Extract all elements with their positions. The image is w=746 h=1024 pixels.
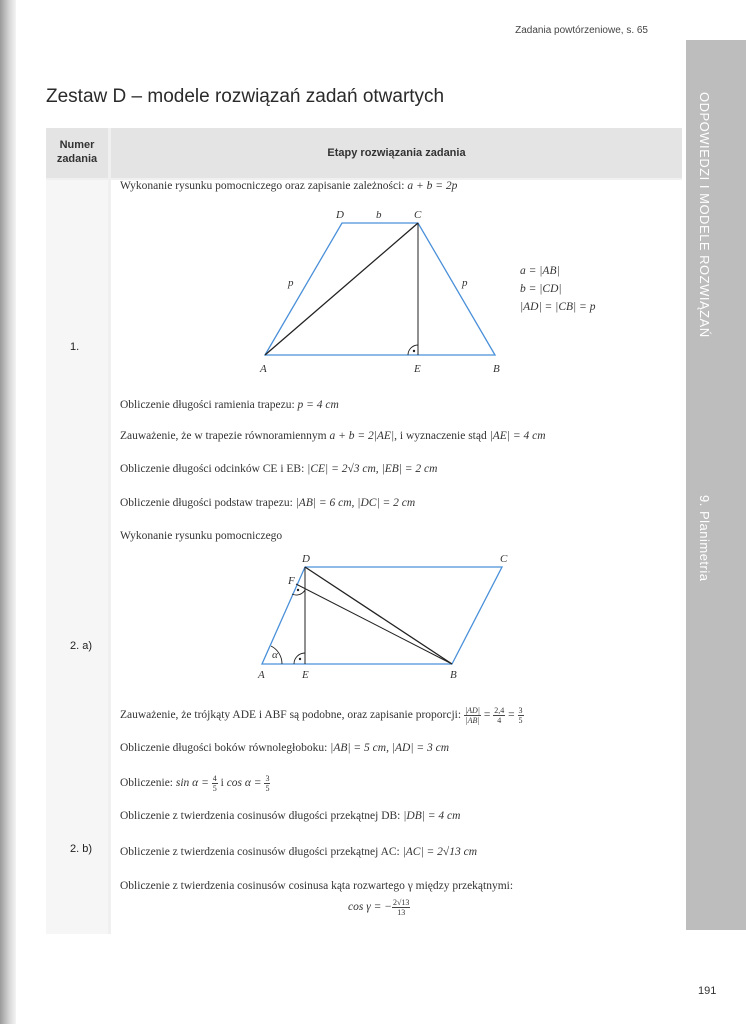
label-e: E bbox=[414, 363, 421, 375]
side-tab-upper-label: ODPOWIEDZI I MODELE ROZWIĄZAŃ bbox=[697, 92, 712, 338]
diagonal-db bbox=[305, 567, 452, 664]
column-header-number bbox=[46, 128, 108, 178]
fraction-cos-gamma-den: 13 bbox=[397, 908, 406, 917]
task2a-step5-equation: |DB| = 4 cm bbox=[403, 810, 461, 822]
fraction-cos-gamma-num: 2√13 bbox=[393, 898, 410, 907]
task1-step3-equation1: a + b = 2|AE| bbox=[329, 430, 395, 442]
segment-bf bbox=[296, 584, 452, 664]
trapezoid-figure bbox=[250, 200, 520, 380]
task2a-step1: Wykonanie rysunku pomocniczego bbox=[120, 530, 283, 542]
task1-step4-equation: |CE| = 2√3 cm, |EB| = 2 cm bbox=[307, 463, 438, 475]
task2a-step2-text: Zauważenie, że trójkąty ADE i ABF są podobne, oraz zapisanie proporcji: bbox=[120, 709, 464, 722]
task2a-step4-and: i bbox=[217, 777, 227, 790]
task1-step5-text: Obliczenie długości podstaw trapezu: bbox=[120, 497, 296, 509]
task-label-2a: 2. a) bbox=[70, 640, 93, 652]
task2a-step5 bbox=[120, 810, 460, 822]
fraction-24-4-num: 2,4 bbox=[494, 706, 505, 715]
task2b-step1-equation: |AC| = 2√13 cm bbox=[402, 846, 477, 858]
fraction-cos-gamma bbox=[392, 898, 410, 917]
task2b-step1 bbox=[120, 846, 477, 858]
legend-p: |AD| = |CB| = p bbox=[520, 301, 596, 313]
label-f: F bbox=[288, 575, 295, 587]
task2a-step5-text: Obliczenie z twierdzenia cosinusów długości przekątnej DB: bbox=[120, 810, 404, 822]
task2a-step2: Zauważenie, że trójkąty ADE i ABF są podobne, oraz zapisanie proporcji: $\frac{|AD|}{|AB|}$ = $\frac{2,4}{4}$ = $\frac{3}{5}$ bbox=[120, 706, 523, 725]
legend-a: a = |AB| bbox=[520, 265, 560, 277]
right-angle-dot-e2 bbox=[299, 658, 301, 660]
fraction-sin-den: 5 bbox=[212, 784, 217, 793]
label-d2: D bbox=[302, 553, 310, 565]
task1-step2-equation: p = 4 cm bbox=[297, 399, 339, 411]
task2a-step4-text: Obliczenie: bbox=[120, 777, 176, 790]
column-header-steps: Etapy rozwiązania zadania bbox=[111, 128, 682, 178]
task1-step5 bbox=[120, 497, 415, 509]
task1-step2-text: Obliczenie długości ramienia trapezu: bbox=[120, 399, 298, 411]
column-header-number-line1: Numer bbox=[59, 139, 95, 152]
task1-step2 bbox=[120, 399, 339, 411]
label-a: A bbox=[260, 363, 267, 375]
task2b-step2: Obliczenie z twierdzenia cosinusów cosinusa kąta rozwartego γ między przekątnymi: bbox=[120, 880, 514, 892]
task2a-step3 bbox=[120, 742, 449, 754]
task2b-step2-formula bbox=[348, 898, 410, 917]
right-angle-mark-e bbox=[408, 345, 418, 355]
page-title: Zestaw D – modele rozwiązań zadań otwartych bbox=[46, 86, 445, 107]
label-c: C bbox=[414, 209, 422, 221]
fraction-3-5-num: 3 bbox=[518, 706, 523, 715]
fraction-3-5-den: 5 bbox=[518, 716, 523, 725]
right-angle-dot-f bbox=[297, 589, 299, 591]
label-d: D bbox=[336, 209, 344, 221]
task1-step1-equation: a + b = 2p bbox=[407, 180, 458, 192]
task2a-step3-equation: |AB| = 5 cm, |AD| = 3 cm bbox=[330, 742, 450, 754]
fraction-24-4-den: 4 bbox=[497, 716, 502, 725]
task2b-step1-text: Obliczenie z twierdzenia cosinusów długości przekątnej AC: bbox=[120, 846, 403, 858]
page-number: 191 bbox=[698, 985, 717, 997]
label-p-left: p bbox=[288, 277, 294, 289]
task1-step3-text: Zauważenie, że w trapezie równoramiennym bbox=[120, 430, 330, 442]
legend-b: b = |CD| bbox=[520, 283, 562, 295]
parallelogram-shape bbox=[262, 567, 502, 664]
task1-step1-text: Wykonanie rysunku pomocniczego oraz zapisanie zależności: bbox=[120, 180, 408, 192]
task2a-step4-sin: sin α = bbox=[175, 777, 212, 790]
parallelogram-figure bbox=[250, 550, 520, 685]
label-alpha: α bbox=[272, 649, 278, 661]
label-e2: E bbox=[302, 669, 309, 681]
task1-step4 bbox=[120, 463, 437, 475]
task-number-column bbox=[46, 180, 108, 934]
running-header: Zadania powtórzeniowe, s. 65 bbox=[515, 25, 648, 36]
diagonal-ac bbox=[265, 223, 418, 355]
task1-step4-text: Obliczenie długości odcinków CE i EB: bbox=[120, 463, 308, 475]
fraction-cos-den: 5 bbox=[265, 784, 270, 793]
page-gutter-shadow bbox=[0, 0, 16, 1024]
task1-step3-equation2: |AE| = 4 cm bbox=[489, 430, 546, 442]
fraction-24-4 bbox=[493, 706, 505, 725]
task1-step3 bbox=[120, 430, 546, 442]
fraction-ad-ab-den: |AB| bbox=[465, 716, 480, 725]
task1-step5-equation: |AB| = 6 cm, |DC| = 2 cm bbox=[295, 497, 416, 509]
label-c2: C bbox=[500, 553, 508, 565]
right-angle-dot-e bbox=[413, 350, 415, 352]
task-label-1: 1. bbox=[70, 341, 80, 353]
label-p-right: p bbox=[462, 277, 468, 289]
task2a-step4 bbox=[120, 774, 270, 793]
trapezoid-shape bbox=[265, 223, 495, 355]
fraction-cos bbox=[264, 774, 270, 793]
task2a-step4-cos: cos α = bbox=[226, 777, 265, 790]
fraction-sin-num: 4 bbox=[212, 774, 217, 783]
label-b: b bbox=[376, 209, 382, 221]
task2a-step3-text: Obliczenie długości boków równoległoboku: bbox=[120, 742, 331, 754]
side-tab bbox=[686, 40, 746, 930]
column-header-number-line2: zadania bbox=[56, 153, 98, 165]
task-label-2b: 2. b) bbox=[70, 843, 93, 855]
side-tab-lower-label: 9. Planimetria bbox=[697, 495, 712, 582]
label-b2: B bbox=[450, 669, 457, 681]
cos-gamma-lhs: cos γ = − bbox=[348, 901, 393, 914]
task1-step3-mid: , i wyznaczenie stąd bbox=[394, 430, 490, 442]
label-b-vertex: B bbox=[493, 363, 500, 375]
fraction-3-5 bbox=[518, 706, 524, 725]
task1-step1 bbox=[120, 180, 457, 192]
fraction-cos-num: 3 bbox=[265, 774, 270, 783]
label-a2: A bbox=[258, 669, 265, 681]
fraction-ad-ab bbox=[464, 706, 481, 725]
fraction-ad-ab-num: |AD| bbox=[464, 706, 480, 715]
